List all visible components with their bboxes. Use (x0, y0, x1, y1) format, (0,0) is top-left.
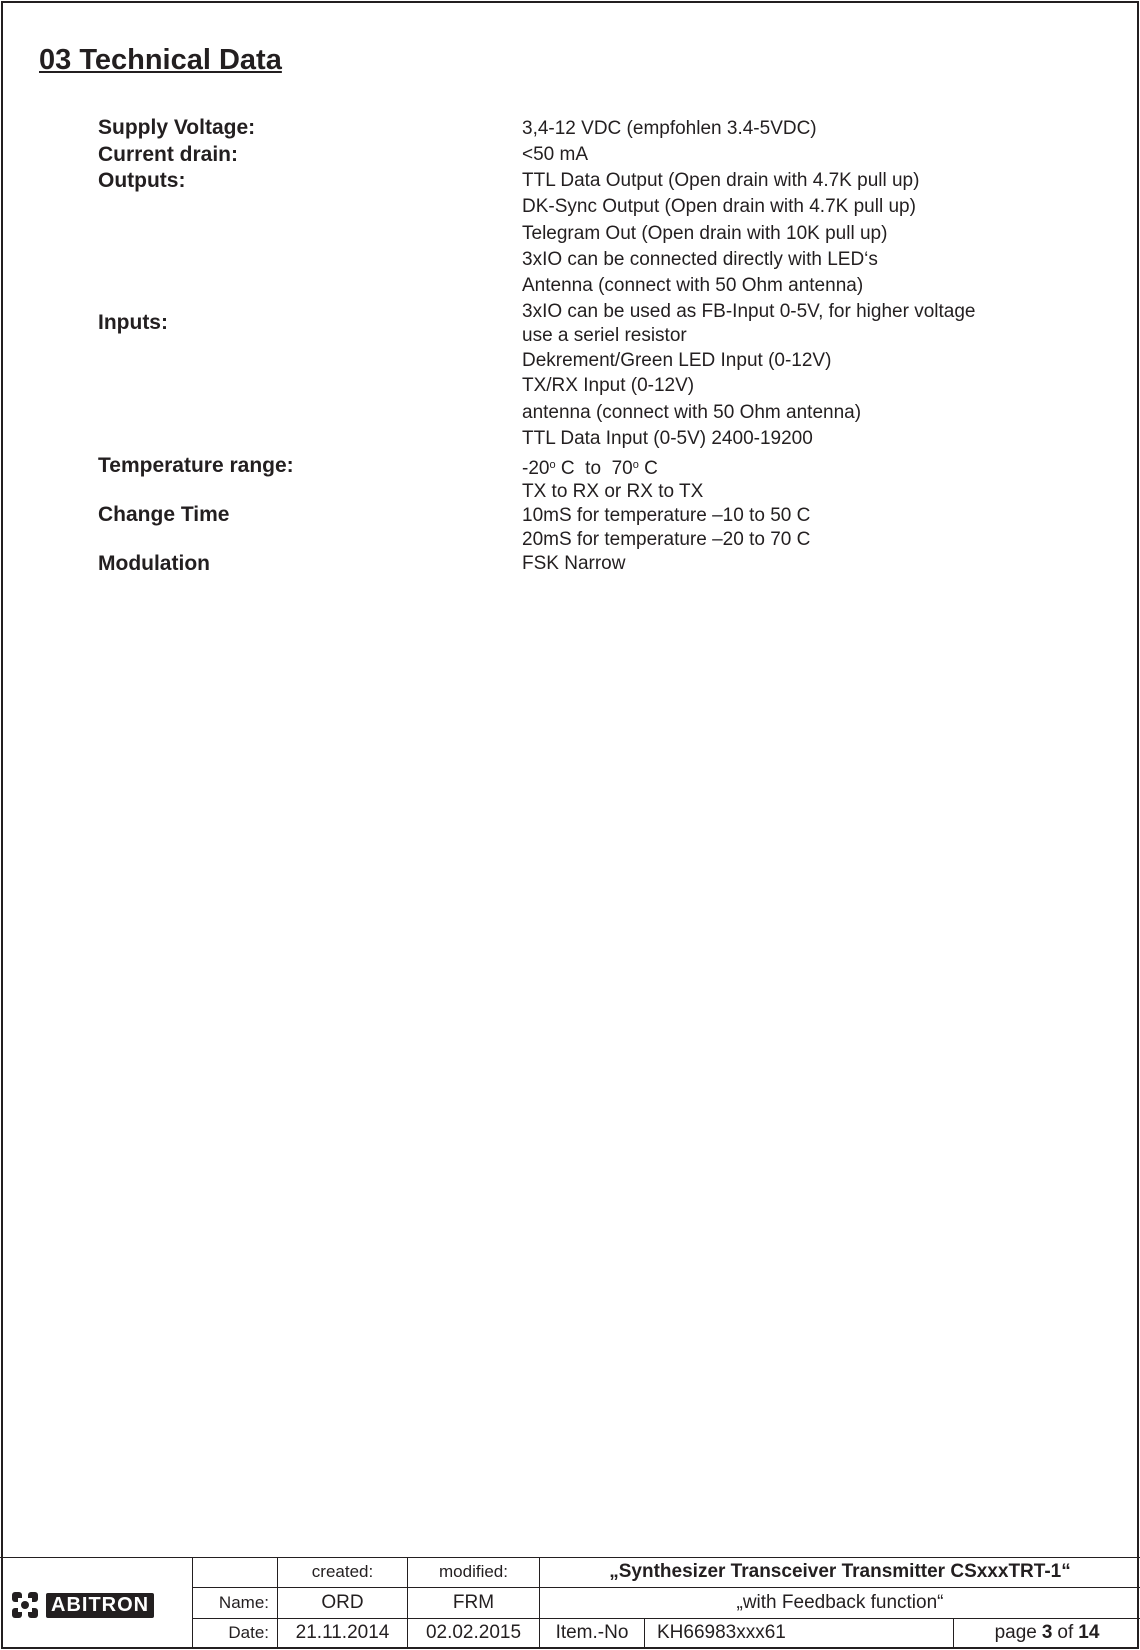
change-item: 20mS for temperature –20 to 70 C (522, 529, 811, 550)
modulation-label: Modulation (98, 552, 210, 575)
output-item: Antenna (connect with 50 Ohm antenna) (522, 275, 864, 296)
inputs-label: Inputs: (98, 311, 168, 334)
created-header: created: (277, 1557, 407, 1587)
abitron-logo (10, 1590, 154, 1620)
input-item: use a seriel resistor (522, 325, 687, 346)
degree-symbol: o (632, 459, 639, 471)
current-drain-value: <50 mA (522, 144, 589, 165)
temp-unit: C (560, 458, 575, 479)
supply-voltage-value: 3,4-12 VDC (empfohlen 3.4-5VDC) (522, 118, 817, 139)
output-item: DK-Sync Output (Open drain with 4.7K pull up) (522, 196, 916, 217)
output-item: Telegram Out (Open drain with 10K pull up) (522, 223, 888, 244)
name-label: Name: (192, 1587, 277, 1618)
item-number-value: KH66983xxx61 (644, 1618, 953, 1648)
supply-voltage-label: Supply Voltage: (98, 116, 256, 139)
name-created: ORD (277, 1587, 407, 1618)
date-modified: 02.02.2015 (407, 1618, 539, 1648)
document-subtitle: „with Feedback function“ (539, 1587, 1140, 1618)
degree-symbol: o (549, 459, 556, 471)
document-title: „Synthesizer Transceiver Transmitter CSxxxTRT-1“ (539, 1557, 1140, 1587)
page-number (953, 1618, 1140, 1648)
page-total: 14 (1078, 1622, 1100, 1643)
logo-mark-icon (10, 1590, 40, 1620)
temperature-value (522, 454, 658, 480)
input-item: TX/RX Input (0-12V) (522, 375, 695, 396)
output-item: TTL Data Output (Open drain with 4.7K pull up) (522, 170, 920, 191)
change-time-label: Change Time (98, 503, 230, 526)
current-drain-label: Current drain: (98, 143, 239, 166)
footer-empty-cell (192, 1557, 277, 1587)
page-word: page (994, 1622, 1037, 1643)
temp-to: 70 (611, 458, 633, 479)
input-item: antenna (connect with 50 Ohm antenna) (522, 402, 862, 423)
input-item: Dekrement/Green LED Input (0-12V) (522, 350, 832, 371)
name-modified: FRM (407, 1587, 539, 1618)
input-item: TTL Data Input (0-5V) 2400-19200 (522, 428, 813, 449)
outputs-label: Outputs: (98, 169, 186, 192)
page-of: of (1057, 1622, 1074, 1643)
logo-text: ABITRON (46, 1593, 154, 1618)
page-current: 3 (1041, 1622, 1053, 1643)
modulation-value: FSK Narrow (522, 553, 626, 574)
temp-to-word: to (585, 458, 602, 479)
input-item: 3xIO can be used as FB-Input 0-5V, for higher voltage (522, 301, 976, 322)
change-item: 10mS for temperature –10 to 50 C (522, 505, 811, 526)
temperature-label: Temperature range: (98, 454, 294, 477)
date-label: Date: (192, 1618, 277, 1648)
temp-from: -20 (522, 458, 550, 479)
item-number-label: Item.-No (539, 1618, 644, 1648)
output-item: 3xIO can be connected directly with LED‘s (522, 249, 878, 270)
section-title: 03 Technical Data (39, 44, 282, 76)
change-item: TX to RX or RX to TX (522, 481, 704, 502)
date-created: 21.11.2014 (277, 1618, 407, 1648)
temp-unit: C (644, 458, 658, 479)
modified-header: modified: (407, 1557, 539, 1587)
